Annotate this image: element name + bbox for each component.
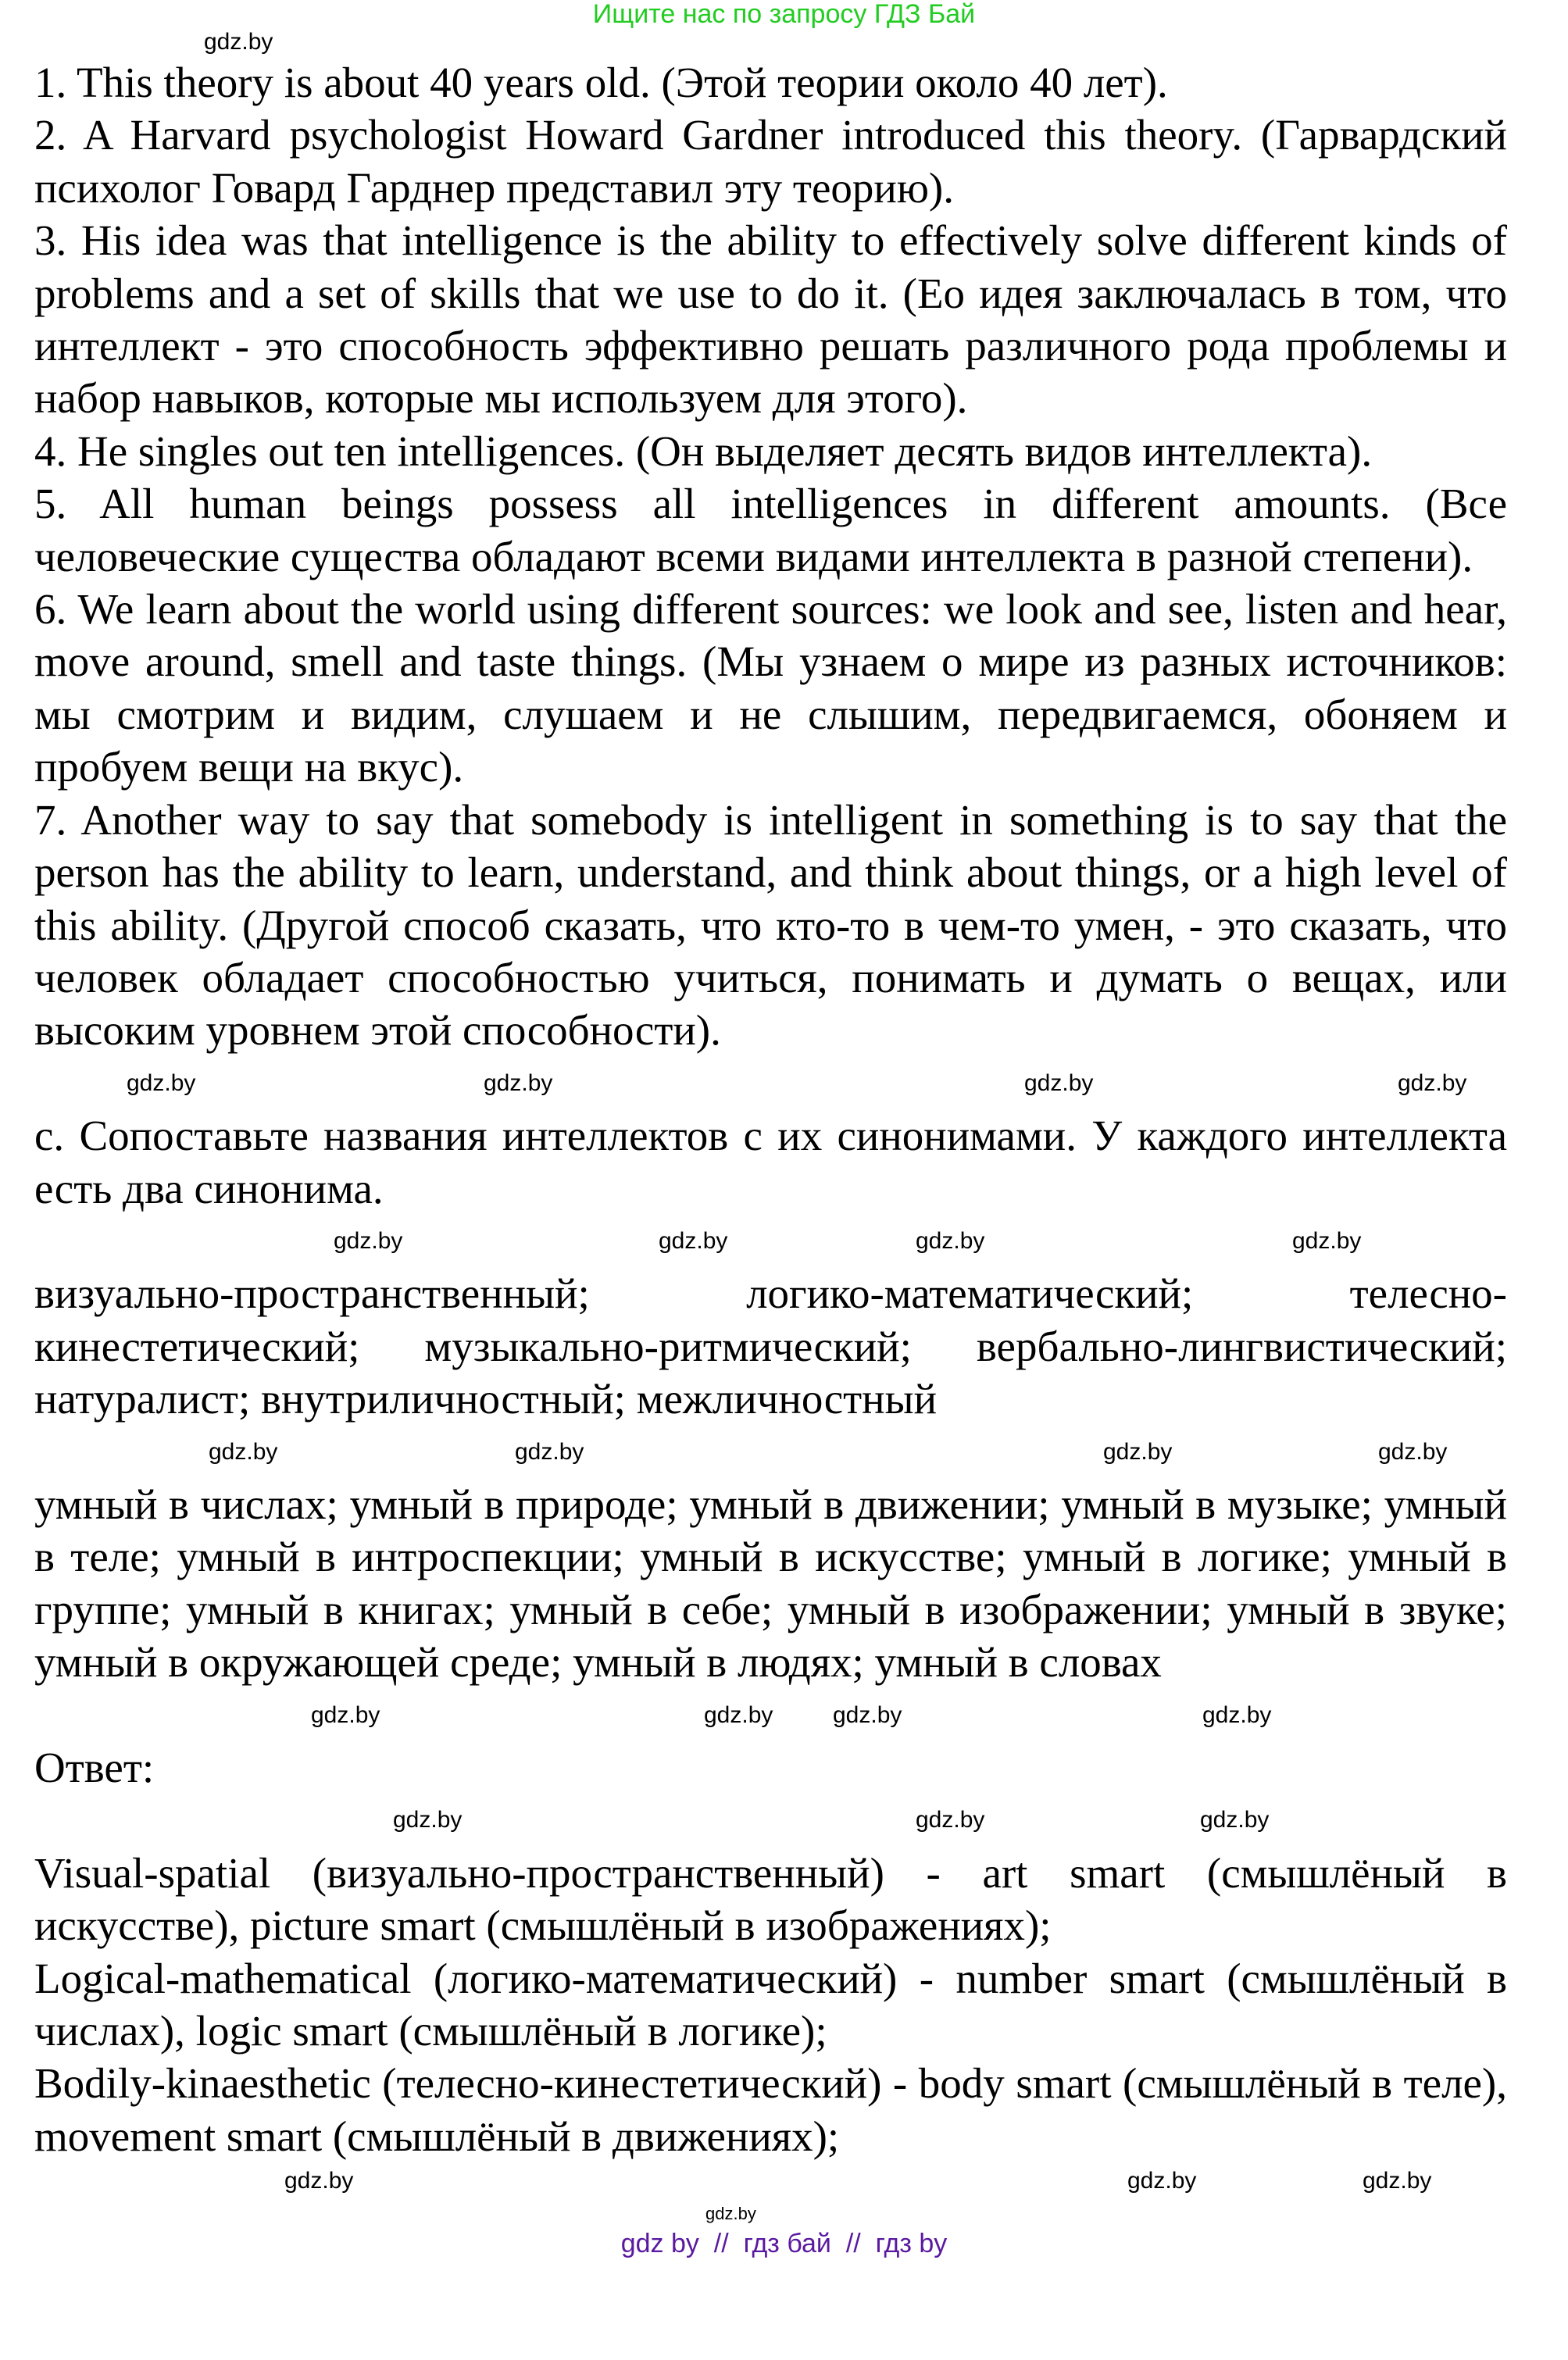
watermark: gdz.by: [705, 2204, 756, 2224]
watermark: gdz.by: [393, 1807, 463, 1833]
watermark: gdz.by: [515, 1438, 584, 1465]
synonyms-list: умный в числах; умный в природе; умный в движении; умный в музыке; умный в теле; умный в интроспекции; умный в искусстве; умный в логике; умный в группе; умный в книгах; умный в себе; умный в изображении; умный в звуке; умный в окружающей среде; умный в людях; умный в словах: [34, 1480, 1507, 1687]
watermark: gdz.by: [484, 1069, 553, 1096]
watermark-row: [34, 28, 1507, 56]
watermark: gdz.by: [1103, 1438, 1173, 1465]
task-c-instruction: c. Сопоставьте названия интеллектов с их синонимами. У каждого интеллекта есть два синонима.: [34, 1112, 1507, 1212]
watermark: gdz.by: [1292, 1227, 1362, 1254]
watermark: gdz.by: [1127, 2168, 1197, 2194]
document-body: [34, 28, 1507, 2225]
watermark: gdz.by: [916, 1227, 985, 1254]
watermark: gdz.by: [1200, 1807, 1270, 1833]
answer-item-6: 6. We learn about the world using different sources: we look and see, listen and hear, move around, smell and taste things. (Мы узнаем о мире из разных источников: мы смотрим и видим, слушаем и не слышим, передвигаемся, обоняем и пробуем вещи на вкус).: [34, 585, 1507, 791]
spacer: [34, 1057, 1507, 1109]
intelligence-names: визуально-пространственный; логико-математический; телесно-кинестетический; музыкально-ритмический; вербально-лингвистический; натуралист; внутриличностный; межличностный: [34, 1269, 1507, 1423]
watermark: gdz.by: [284, 2168, 354, 2194]
spacer: [34, 1426, 1507, 1478]
spacer: [34, 1215, 1507, 1267]
watermark: gdz.by: [1378, 1438, 1448, 1465]
watermark: gdz.by: [1398, 1069, 1467, 1096]
answer-item-4: 4. He singles out ten intelligences. (Он выделяет десять видов интеллекта).: [34, 427, 1373, 475]
watermark: gdz.by: [311, 1701, 380, 1728]
watermark: gdz.by: [209, 1438, 278, 1465]
answer-item-1: 1. This theory is about 40 years old. (Этой теории около 40 лет).: [34, 59, 1168, 106]
answer-visual-spatial: Visual-spatial (визуально-пространственный) - art smart (смышлёный в искусстве), picture smart (смышлёный в изображениях);: [34, 1848, 1507, 1950]
search-banner: Ищите нас по запросу ГДЗ Бай: [592, 0, 976, 29]
watermark: gdz.by: [659, 1227, 728, 1254]
answer-item-5: 5. All human beings possess all intelligences in different amounts. (Все человеческие существа обладают всеми видами интеллекта в разной степени).: [34, 480, 1507, 580]
watermark: gdz.by: [1363, 2168, 1432, 2194]
answer-bodily-kinaesthetic: Bodily-kinaesthetic (телесно-кинестетический) - body smart (смышлёный в теле), movement smart (смышлёный в движениях);: [34, 2059, 1508, 2160]
watermark: gdz.by: [704, 1701, 773, 1728]
spacer: [34, 1689, 1507, 1741]
watermark: gdz.by: [334, 1227, 403, 1254]
watermark: gdz.by: [1024, 1069, 1094, 1096]
answer-logical-mathematical: Logical-mathematical (логико-математический) - number smart (смышлёный в числах), logic smart (смышлёный в логике);: [34, 1954, 1507, 2055]
footer-site-links: gdz by // гдз бай // гдз by: [620, 2229, 948, 2259]
answer-item-7: 7. Another way to say that somebody is intelligent in something is to say that the person has the ability to learn, understand, and think about things, or a high level of this ability. (Другой способ сказать, что кто-то в чем-то умен, - это сказать, что человек обладает способностью учиться, понимать и думать о вещах, или высоким уровнем этой способности).: [34, 795, 1507, 1055]
watermark: gdz.by: [204, 29, 273, 55]
watermark: gdz.by: [1202, 1701, 1272, 1728]
watermark: gdz.by: [833, 1701, 902, 1728]
answer-item-2: 2. A Harvard psychologist Howard Gardner introduced this theory. (Гарвардский психолог Говард Гарднер представил эту теорию).: [34, 111, 1507, 212]
watermark-row: [34, 2162, 1507, 2225]
spacer: [34, 1794, 1507, 1846]
answer-item-3: 3. His idea was that intelligence is the ability to effectively solve different kinds of problems and a set of skills that we use to do it. (Ео идея заключалась в том, что интеллект - это способность эффективно решать различного рода проблемы и набор навыков, которые мы используем для этого).: [34, 216, 1507, 423]
watermark: gdz.by: [916, 1807, 985, 1833]
answer-heading: Ответ:: [34, 1743, 155, 1791]
watermark: gdz.by: [127, 1069, 196, 1096]
